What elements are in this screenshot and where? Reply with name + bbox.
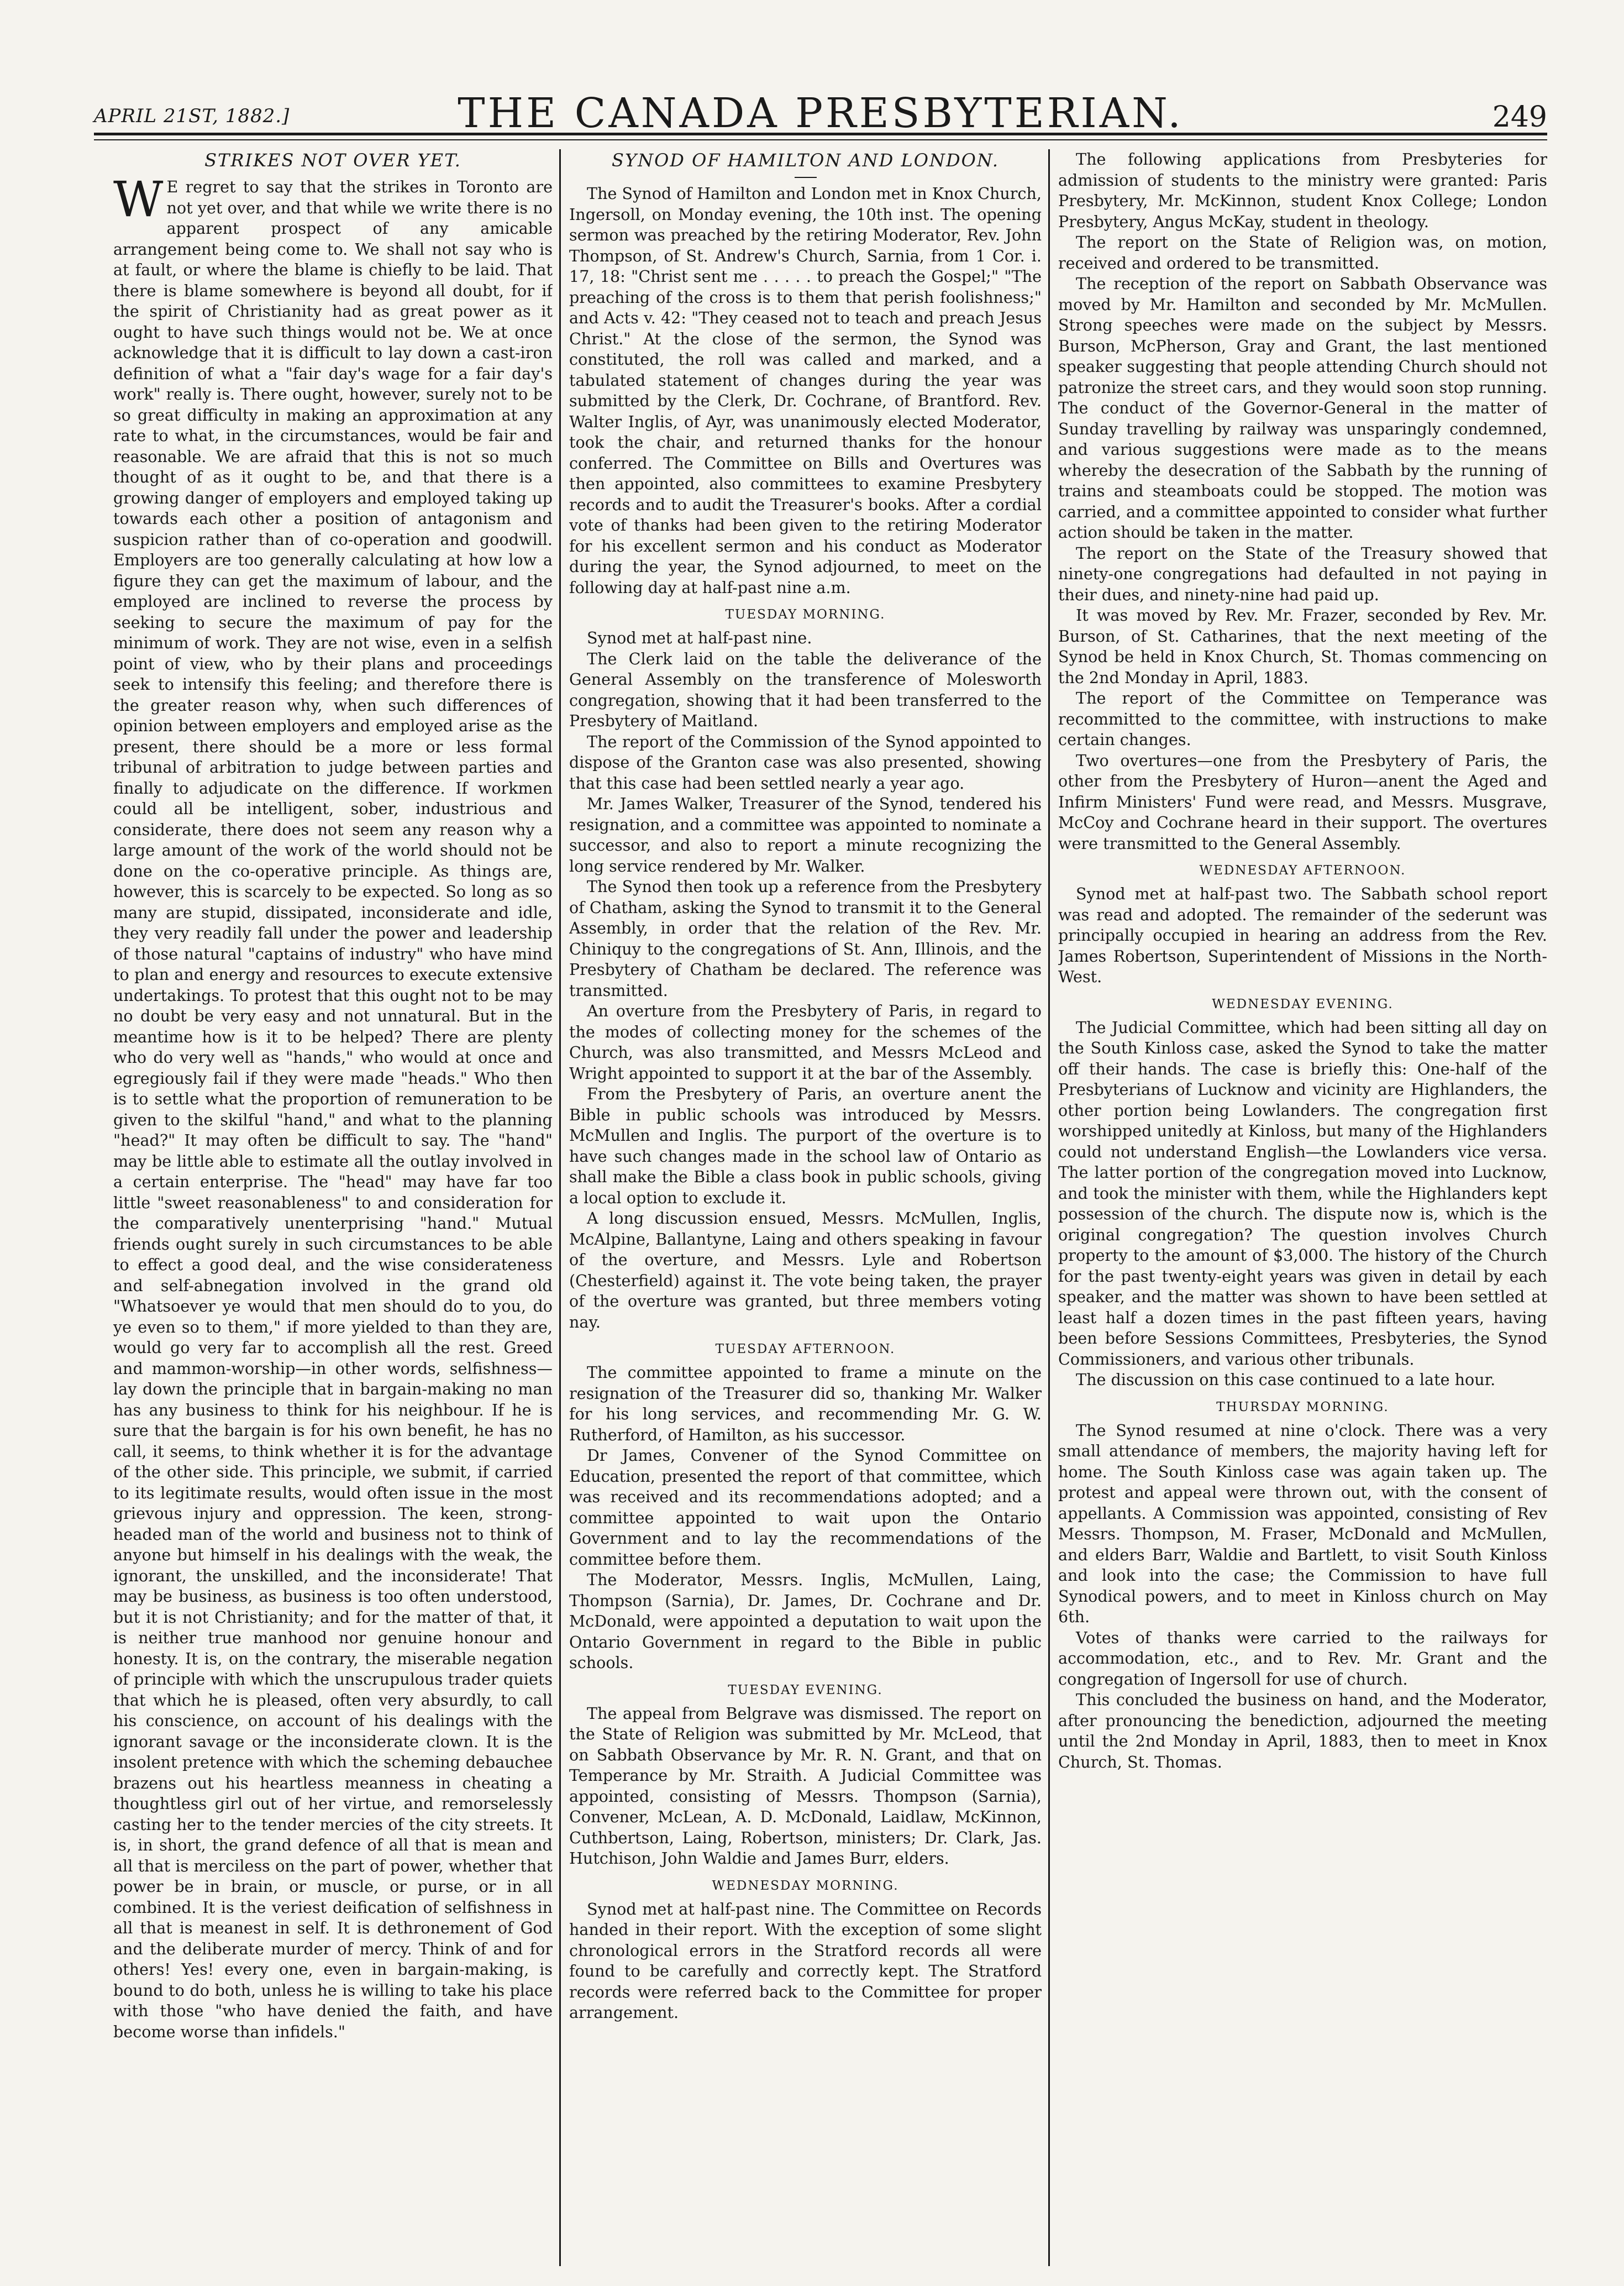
section-paragraph: Synod met at half-past nine. The Committee on Records handed in their report. With the exception of some slight chronological errors in the Stratford records all were found to be carefully and correctly kept. The Stratford records were referred back to the Committee for proper arrangement. bbox=[569, 1899, 1042, 2022]
section-paragraph: The report of the Committee on Temperance was recommitted to the committee, with instructions to make certain changes. bbox=[1058, 689, 1547, 749]
section-paragraph: This concluded the business on hand, and the Moderator, after pronouncing the benediction, adjourned the meeting until the 2nd Monday in April, 1883, then to meet in Knox Church, St. Thomas. bbox=[1058, 1690, 1547, 1771]
issue-date: APRIL 21ST, 1882.] bbox=[94, 105, 290, 127]
section-paragraph: Synod met at half-past nine. bbox=[587, 628, 812, 647]
drop-cap: W bbox=[113, 171, 164, 228]
column-divider-1 bbox=[559, 149, 561, 2266]
article-paragraph: The Synod of Hamilton and London met in Knox Church, Ingersoll, on Monday evening, the 10th inst. The opening sermon was preached by the retiring Moderator, Rev. John Thompson, of St. Andrew's Church, Sarnia, from 1 Cor. i. 17, 18: "Christ sent me . . . . . to preach the Gospel;" "The preaching of the cross is to them that perish foolishness;" and Acts v. 42: "They ceased not to teach and preach Jesus Christ." At the close of the sermon, the Synod was constituted, the roll was called and marked, and a tabulated statement of changes during the year was submitted by the Clerk, Dr. Cochrane, of Brantford. Rev. Walter Inglis, of Ayr, was unanimously elected Moderator, took the chair, and returned thanks for the honour conferred. The Committee on Bills and Overtures was then appointed, also committees to examine Presbytery records and to audit the Treasurer's books. After a cordial vote of thanks had been given to the retiring Moderator for his excellent sermon and his conduct as Moderator during the year, the Synod adjourned, to meet on the following day at half-past nine a.m. bbox=[569, 184, 1042, 597]
section-heading: TUESDAY MORNING. bbox=[725, 607, 886, 622]
section-heading: WEDNESDAY AFTERNOON. bbox=[1199, 863, 1406, 878]
section-paragraph: Synod met at half-past two. The Sabbath school report was read and adopted. The remainder of the sederunt was principally occupied in hearing an address from the Rev. James Robertson, Superintendent of Missions in the North-West. bbox=[1058, 884, 1547, 986]
section-paragraph: Mr. James Walker, Treasurer of the Synod, tendered his resignation, and a committee was appointed to nominate a successor, and also to report a minute recognizing the long service rendered by Mr. Walker. bbox=[569, 794, 1042, 875]
column-2 bbox=[569, 149, 1042, 2274]
column-3 bbox=[1058, 149, 1547, 2274]
section-heading: TUESDAY AFTERNOON. bbox=[715, 1342, 896, 1356]
section-heading: WEDNESDAY EVENING. bbox=[1212, 997, 1394, 1011]
section-paragraph: From the Presbytery of Paris, an overture anent the Bible in public schools was introduced by Messrs. McMullen and Inglis. The purport of the overture is to have such changes made in the school law of Ontario as shall make the Bible a class book in public schools, giving a local option to exclude it. bbox=[569, 1084, 1042, 1207]
newspaper-title: THE CANADA PRESBYTERIAN. bbox=[458, 90, 1184, 137]
section-paragraph: Two overtures—one from the Presbytery of Paris, the other from the Presbytery of Huron—anent the Aged and Infirm Ministers' Fund were read, and Messrs. Musgrave, McCoy and Cochrane heard in their support. The overtures were transmitted to the General Assembly. bbox=[1058, 751, 1547, 853]
section-paragraph: Votes of thanks were carried to the railways for accommodation, etc., and to Rev. Mr. Grant and the congregation of Ingersoll for use of church. bbox=[1058, 1628, 1547, 1689]
section-paragraph: The Synod then took up a reference from the Presbytery of Chatham, asking the Synod to transmit it to the General Assembly, in order that the relation of the Rev. Mr. Chiniquy to the congregations of St. Ann, Illinois, and the Presbytery of Chatham be declared. The reference was transmitted. bbox=[569, 877, 1042, 1000]
section-paragraph: The following applications from Presbyteries for admission of students to the ministry were granted: Paris Presbytery, Mr. McKinnon, student Knox College; London Presbytery, Angus McKay, student in theology. bbox=[1058, 150, 1547, 231]
section-paragraph: A long discussion ensued, Messrs. McMullen, Inglis, McAlpine, Ballantyne, Laing and others speaking in favour of the overture, and Messrs. Lyle and Robertson (Chesterfield) against it. The vote being taken, the prayer of the overture was granted, but three members voting nay. bbox=[569, 1209, 1042, 1331]
column-divider-2 bbox=[1048, 149, 1050, 2266]
section-paragraph: The reception of the report on Sabbath Observance was moved by Mr. Hamilton and seconded by Mr. McMullen. Strong speeches were made on the subject by Messrs. Burson, McPherson, Gray and Grant, the last mentioned speaker suggesting that people attending Church should not patronize the street cars, and they would soon stop running. The conduct of the Governor-General in the matter of Sunday travelling by railway was unsparingly condemned, and various suggestions were made as to the means whereby the desecration of the Sabbath by the running of trains and steamboats could be stopped. The motion was carried, and a committee appointed to consider what further action should be taken in the matter. bbox=[1058, 274, 1547, 542]
section-paragraph: The report on the State of the Treasury showed that ninety-one congregations had defaulted in not paying in their dues, and ninety-nine had paid up. bbox=[1058, 543, 1547, 604]
section-paragraph: The committee appointed to frame a minute on the resignation of the Treasurer did so, thanking Mr. Walker for his long services, and recommending Mr. G. W. Rutherford, of Hamilton, as his successor. bbox=[569, 1363, 1042, 1444]
section-heading: THURSDAY MORNING. bbox=[1216, 1399, 1389, 1414]
section-heading: TUESDAY EVENING. bbox=[728, 1682, 883, 1697]
section-heading: WEDNESDAY MORNING. bbox=[712, 1878, 899, 1893]
title-dash bbox=[795, 177, 817, 178]
section-paragraph: It was moved by Rev. Mr. Frazer, seconded by Rev. Mr. Burson, of St. Catharines, that the next meeting of the Synod be held in Knox Church, St. Thomas commencing on the 2nd Monday in April, 1883. bbox=[1058, 606, 1547, 687]
article-title-synod: SYNOD OF HAMILTON AND LONDON. bbox=[612, 150, 999, 171]
page-number: 249 bbox=[1492, 101, 1547, 134]
section-paragraph: Dr James, Convener of the Synod Committee on Education, presented the report of that committee, which was received and its recommendations adopted; and a committee appointed to wait upon the Ontario Government and to lay the recommendations of the committee before them. bbox=[569, 1446, 1042, 1569]
section-paragraph: The Judicial Committee, which had been sitting all day on the South Kinloss case, asked the Synod to take the matter off their hands. The case is briefly this: One-half of the Presbyterians of Lucknow and vicinity are Highlanders, the other portion being Lowlanders. The congregation first worshipped unitedly at Kinloss, but many of the Highlanders could not understand English—the Lowlanders vice versa. The latter portion of the congregation moved into Lucknow, and took the minister with them, while the Highlanders kept possession of the church. The dispute now is, which is the original congregation? The question involves Church property to the amount of $3,000. The history of the Church for the past twenty-eight years was given in detail by each speaker, and the matter was shown to have been settled at least half a dozen times in the past fifteen years, having been before Sessions Committees, Presbyteries, the Synod Commissioners, and various other tribunals. bbox=[1058, 1018, 1547, 1369]
section-paragraph: The appeal from Belgrave was dismissed. The report on the State of Religion was submitted by Mr. McLeod, that on Sabbath Observance by Mr. R. N. Grant, and that on Temperance by Mr. Straith. A Judicial Committee was appointed, consisting of Messrs. Thompson (Sarnia), Convener, McLean, A. D. McDonald, Laidlaw, McKinnon, Cuthbertson, Laing, Robertson, ministers; Dr. Clark, Jas. Hutchison, John Waldie and James Burr, elders. bbox=[569, 1703, 1042, 1868]
section-paragraph: The Synod resumed at nine o'clock. There was a very small attendance of members, the majority having left for home. The South Kinloss case was again taken up. The protest and appeal were thrown out, with the consent of appellants. A Commission was appointed, consisting of Rev Messrs. Thompson, M. Fraser, McDonald and McMullen, and elders Barr, Waldie and Bartlett, to visit South Kinloss and look into the case; the Commission to have full Synodical powers, and to meet in Kinloss church on May 6th. bbox=[1058, 1420, 1547, 1626]
section-paragraph: The Moderator, Messrs. Inglis, McMullen, Laing, Thompson (Sarnia), Dr. James, Dr. Cochrane and Dr. McDonald, were appointed a deputation to wait upon the Ontario Government in regard to the Bible in public schools. bbox=[569, 1570, 1042, 1672]
article-title-strikes: STRIKES NOT OVER YET. bbox=[204, 150, 461, 171]
masthead-rule-thin bbox=[94, 139, 1547, 140]
column-1 bbox=[113, 149, 553, 2274]
article-text: E regret to say that the strikes in Toronto are not yet over, and that while we write there is no apparent prospect of any amicable arrangement being come to. We shall not say who is at fault, or where the blame is chiefly to be laid. That there is blame somewhere is beyond all doubt, for if the spirit of Christianity had as great power as it ought to have such things would not be. We at once acknowledge that it is difficult to lay down a cast-iron definition of what a "fair day's wage for a fair day's work" really is. There ought, however, surely not to be so great difficulty in making an approximation at any rate to what, in the circumstances, would be fair and reasonable. We are afraid that this is not so much thought of as it ought to be, and that there is a growing danger of employers and employed taking up towards each other a position of antagonism and suspicion rather than of co-operation and goodwill. Employers are too generally calculating at how low a figure they can get the maximum of labour, and the employed are inclined to reverse the process by seeking to secure the maximum of pay for the minimum of work. They are not wise, even in a selfish point of view, who by their plans and proceedings seek to intensify this feeling; and therefore there is the greater reason why, when such differences of opinion between employers and employed arise as the present, there should be a more or less formal tribunal of arbitration to judge between parties and finally to adjudicate on the difference. If workmen could all be intelligent, sober, industrious and considerate, there does not seem any reason why a large amount of the work of the world should not be done on the co-operative principle. As things are, however, this is scarcely to be expected. So long as so many are stupid, dissipated, inconsiderate and idle, they very readily fall under the power and leadership of those natural "captains of industry" who have mind to plan and energy and resources to execute extensive undertakings. To protest that this ought not to be may no doubt be very easy and not unnatural. But in the meantime how is it to be helped? There are plenty who do very well as "hands," who would at once and egregiously fail if they were made "heads." Who then is to settle what the proportion of remuneration to be given to the skilful "hand," and what to the planning "head?" It may often be difficult to say. The "hand" may be little able to estimate all the outlay involved in a certain enterprise. The "head" may have far too little "sweet reasonableness" to and consideration for the comparatively unenterprising "hand." Mutual friends ought surely in such circumstances to be able to effect a good deal, and the wise considerateness and self-abnegation involved in the grand old "Whatsoever ye would that men should do to you, do ye even so to them," if more yielded to than they are, would go very far to accomplish all the rest. Greed and mammon-worship—in other words, selfishness—lay down the principle that in bargain-making no man has any business to think for his neighbour. If he is sure that the bargain is for his own benefit, he has no call, it seems, to think whether it is for the advantage of the other side. This principle, we submit, if carried to its legitimate results, would often issue in the most grievous injury and oppression. The keen, strong-headed man of the world and business not to think of anyone but himself in his dealings with the weak, the ignorant, the unskilled, and the inconsiderate! That may be business, as business is too often understood, but it is not Christianity; and for the matter of that, it is neither true manhood nor genuine honour and honesty. It is, on the contrary, the miserable negation of principle with which the unscrupulous trader quiets that which he is pleased, often very absurdly, to call his conscience, on account of his dealings with the ignorant savage or the inconsiderate clown. It is the insolent pretence with which the scheming debauchee brazens out his heartless meanness in cheating a thoughtless girl out of her virtue, and remorselessly casting her to the tender mercies of the city streets. It is, in short, the grand defence of all that is mean and all that is merciless on the part of power, whether that power be in brain, or muscle, or purse, or in all combined. It is the veriest deification of selfishness in all that is meanest in self. It is dethronement of God and the deliberate murder of mercy. Think of and for others! Yes! every one, even in bargain-making, is bound to do both, unless he is willing to take his place with those "who have denied the faith, and have become worse than infidels." bbox=[113, 177, 553, 2041]
masthead-rule-thick bbox=[94, 133, 1547, 135]
section-paragraph: The report of the Commission of the Synod appointed to dispose of the Granton case was also presented, showing that this case had been settled nearly a year ago. bbox=[569, 732, 1042, 793]
section-paragraph: An overture from the Presbytery of Paris, in regard to the modes of collecting money for the schemes of the Church, was also transmitted, and Messrs McLeod and Wright appointed to support it at the bar of the Assembly. bbox=[569, 1002, 1042, 1083]
section-paragraph: The discussion on this case continued to a late hour. bbox=[1076, 1370, 1496, 1389]
section-paragraph: The report on the State of Religion was, on motion, received and ordered to be transmitted. bbox=[1058, 233, 1547, 272]
section-paragraph: The Clerk laid on the table the deliverance of the General Assembly on the transference of Molesworth congregation, showing that it had been transferred to the Presbytery of Maitland. bbox=[569, 649, 1042, 730]
article-paragraph bbox=[113, 171, 553, 2042]
